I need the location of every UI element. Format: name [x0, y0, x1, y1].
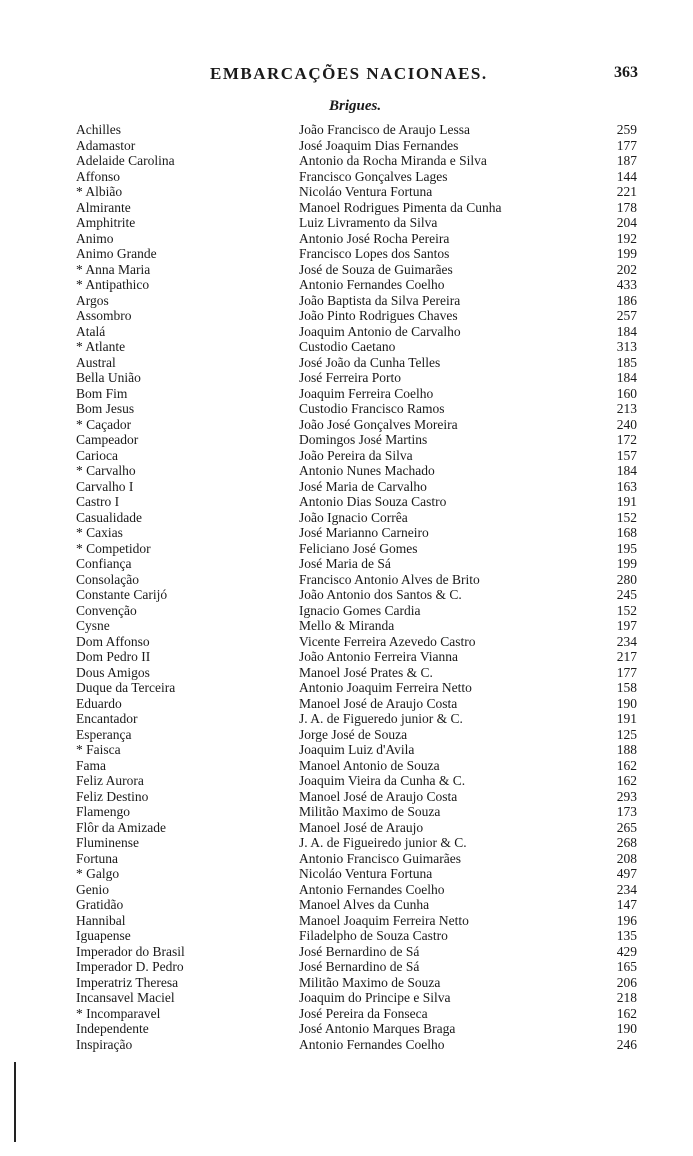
owner-name: José Joaquim Dias Fernandes — [299, 137, 459, 153]
tonnage: 240 — [616, 416, 637, 432]
tonnage: 163 — [616, 478, 637, 494]
owner-name: João Antonio dos Santos & C. — [299, 587, 462, 602]
ship-name: Hannibal — [76, 912, 126, 928]
tonnage: 268 — [616, 835, 637, 850]
table-row — [76, 634, 661, 650]
owner-name: Francisco Antonio Alves de Brito — [299, 571, 480, 587]
tonnage: 429 — [616, 943, 637, 959]
tonnage: 147 — [616, 897, 637, 912]
table-row — [76, 680, 661, 696]
table-row — [76, 541, 661, 557]
tonnage: 217 — [616, 649, 637, 664]
table-row — [76, 587, 661, 603]
ship-name: Animo — [76, 230, 114, 246]
owner-name: Custodio Caetano — [299, 339, 396, 354]
ship-name: Castro I — [76, 494, 120, 509]
owner-name: Manoel José Prates & C. — [299, 664, 433, 680]
table-row — [76, 711, 661, 727]
tonnage: 177 — [616, 664, 637, 680]
table-row — [76, 231, 661, 247]
owner-name: Francisco Gonçalves Lages — [299, 168, 448, 184]
tonnage: 162 — [616, 757, 637, 773]
tonnage: 202 — [616, 261, 637, 277]
ship-name: Fluminense — [76, 835, 139, 850]
tonnage: 221 — [616, 184, 637, 199]
owner-name: Militão Maximo de Souza — [299, 974, 441, 990]
ship-name: * Anna Maria — [76, 261, 151, 277]
tonnage: 165 — [616, 959, 637, 974]
table-row — [76, 277, 661, 293]
ship-name: Gratidão — [76, 897, 124, 912]
table-row — [76, 742, 661, 758]
ship-name: Eduardo — [76, 695, 122, 711]
ship-name: * Incomparavel — [76, 1005, 161, 1021]
table-row — [76, 959, 661, 975]
owner-name: João Baptista da Silva Pereira — [299, 292, 461, 308]
tonnage: 433 — [616, 277, 637, 292]
table-row — [76, 820, 661, 836]
ship-name: Feliz Destino — [76, 788, 149, 804]
owner-name: João Pinto Rodrigues Chaves — [299, 308, 458, 323]
owner-name: Nicoláo Ventura Fortuna — [299, 866, 433, 881]
table-row — [76, 944, 661, 960]
table-row — [76, 851, 661, 867]
owner-name: Manoel Rodrigues Pimenta da Cunha — [299, 199, 502, 215]
tonnage: 178 — [616, 199, 637, 215]
owner-name: Nicoláo Ventura Fortuna — [299, 184, 433, 199]
owner-name: José Pereira da Fonseca — [299, 1005, 428, 1021]
ship-name: Flôr da Amizade — [76, 819, 166, 835]
tonnage: 184 — [616, 370, 637, 385]
tonnage: 135 — [616, 928, 637, 943]
tonnage: 197 — [616, 618, 637, 633]
ship-name: Atalá — [76, 323, 106, 339]
table-row — [76, 448, 661, 464]
tonnage: 245 — [616, 587, 637, 602]
tonnage: 185 — [616, 354, 637, 370]
owner-name: José Antonio Marques Braga — [299, 1021, 456, 1036]
tonnage: 192 — [616, 230, 637, 246]
table-row — [76, 727, 661, 743]
ship-name: Encantador — [76, 711, 138, 726]
table-row — [76, 789, 661, 805]
ship-name: Achilles — [76, 122, 121, 137]
table-row — [76, 246, 661, 262]
tonnage: 208 — [616, 850, 637, 866]
table-row — [76, 215, 661, 231]
tonnage: 184 — [616, 463, 637, 478]
table-row — [76, 339, 661, 355]
table-row — [76, 696, 661, 712]
tonnage: 162 — [616, 1005, 637, 1021]
owner-name: Francisco Lopes dos Santos — [299, 246, 450, 261]
owner-name: Antonio Joaquim Ferreira Netto — [299, 680, 472, 695]
tonnage: 313 — [616, 339, 637, 354]
owner-name: Antonio da Rocha Miranda e Silva — [299, 153, 487, 168]
tonnage: 199 — [616, 556, 637, 571]
tonnage: 190 — [616, 695, 637, 711]
tonnage: 265 — [616, 819, 637, 835]
table-row — [76, 804, 661, 820]
tonnage: 188 — [616, 742, 637, 757]
table-row — [76, 882, 661, 898]
table-row — [76, 1037, 661, 1053]
tonnage: 259 — [616, 122, 637, 137]
owner-name: Antonio Francisco Guimarães — [299, 850, 461, 866]
owner-name: João Pereira da Silva — [299, 447, 413, 463]
table-row — [76, 355, 661, 371]
table-row — [76, 975, 661, 991]
table-row — [76, 603, 661, 619]
tonnage: 172 — [616, 432, 637, 447]
owner-name: Custodio Francisco Ramos — [299, 401, 445, 416]
owner-name: Manoel José de Araujo Costa — [299, 788, 458, 804]
ship-name: Argos — [76, 292, 109, 308]
owner-name: Manoel José de Araujo Costa — [299, 695, 458, 711]
table-row — [76, 432, 661, 448]
owner-name: Filadelpho de Souza Castro — [299, 928, 448, 943]
tonnage: 152 — [616, 509, 637, 525]
owner-name: Mello & Miranda — [299, 618, 395, 633]
ship-name: Iguapense — [76, 928, 131, 943]
ship-name: Almirante — [76, 199, 131, 215]
owner-name: Luiz Livramento da Silva — [299, 215, 438, 230]
ship-name: Confiança — [76, 556, 132, 571]
owner-name: João Francisco de Araujo Lessa — [299, 122, 470, 137]
ship-name: * Albião — [76, 184, 123, 199]
table-row — [76, 1021, 661, 1037]
owner-name: José de Souza de Guimarães — [299, 261, 453, 277]
tonnage: 173 — [616, 804, 637, 819]
owner-name: João José Gonçalves Moreira — [299, 416, 458, 432]
owner-name: Joaquim Luiz d'Avila — [299, 742, 415, 757]
table-row — [76, 773, 661, 789]
owner-name: Joaquim Antonio de Carvalho — [299, 323, 461, 339]
tonnage: 293 — [616, 788, 637, 804]
ship-name: Inspiração — [76, 1036, 133, 1052]
table-row — [76, 758, 661, 774]
ship-name: Constante Carijó — [76, 587, 168, 602]
ship-register-table — [76, 122, 661, 1052]
margin-rule — [14, 1062, 16, 1142]
table-row — [76, 913, 661, 929]
owner-name: Antonio Nunes Machado — [299, 463, 435, 478]
table-row — [76, 649, 661, 665]
table-row — [76, 184, 661, 200]
table-row — [76, 386, 661, 402]
owner-name: João Ignacio Corrêa — [299, 509, 408, 525]
table-row — [76, 866, 661, 882]
owner-name: Antonio Fernandes Coelho — [299, 881, 445, 897]
owner-name: Manoel Alves da Cunha — [299, 897, 430, 912]
ship-name: Amphitrite — [76, 215, 136, 230]
owner-name: J. A. de Figueiredo junior & C. — [299, 835, 467, 850]
ship-name: * Caxias — [76, 525, 123, 540]
ship-name: Bella União — [76, 370, 141, 385]
owner-name: Antonio Fernandes Coelho — [299, 277, 445, 292]
tonnage: 199 — [616, 246, 637, 261]
ship-name: * Caçador — [76, 416, 132, 432]
tonnage: 160 — [616, 385, 637, 401]
ship-name: Feliz Aurora — [76, 773, 144, 788]
owner-name: José Bernardino de Sá — [299, 943, 420, 959]
ship-name: Adelaide Carolina — [76, 153, 175, 168]
owner-name: José João da Cunha Telles — [299, 354, 441, 370]
table-row — [76, 990, 661, 1006]
ship-name: Flamengo — [76, 804, 130, 819]
table-row — [76, 463, 661, 479]
ship-name: Genio — [76, 881, 109, 897]
tonnage: 152 — [616, 602, 637, 618]
ship-name: Convenção — [76, 602, 137, 618]
owner-name: José Marianno Carneiro — [299, 525, 429, 540]
ship-name: Austral — [76, 354, 116, 370]
table-row — [76, 169, 661, 185]
owner-name: Joaquim Ferreira Coelho — [299, 385, 434, 401]
owner-name: Ignacio Gomes Cardia — [299, 602, 421, 618]
table-row — [76, 153, 661, 169]
table-row — [76, 308, 661, 324]
tonnage: 246 — [616, 1036, 637, 1052]
tonnage: 195 — [616, 540, 637, 556]
tonnage: 157 — [616, 447, 637, 463]
ship-name: Consolação — [76, 571, 139, 587]
table-row — [76, 370, 661, 386]
ship-name: Dous Amigos — [76, 664, 150, 680]
ship-name: Bom Jesus — [76, 401, 135, 416]
table-row — [76, 835, 661, 851]
ship-name: Bom Fim — [76, 385, 128, 401]
owner-name: Joaquim Vieira da Cunha & C. — [299, 773, 466, 788]
table-row — [76, 510, 661, 526]
table-row — [76, 556, 661, 572]
ship-name: Dom Affonso — [76, 633, 150, 649]
tonnage: 186 — [616, 292, 637, 308]
owner-name: Manoel José de Araujo — [299, 819, 424, 835]
ship-name: Animo Grande — [76, 246, 157, 261]
page-number: 363 — [614, 64, 638, 81]
owner-name: Domingos José Martins — [299, 432, 428, 447]
tonnage: 234 — [616, 633, 637, 649]
table-row — [76, 897, 661, 913]
ship-name: Independente — [76, 1021, 149, 1036]
ship-name: Affonso — [76, 168, 121, 184]
tonnage: 257 — [616, 308, 637, 323]
owner-name: Feliciano José Gomes — [299, 540, 418, 556]
table-row — [76, 618, 661, 634]
table-row — [76, 928, 661, 944]
tonnage: 234 — [616, 881, 637, 897]
tonnage: 184 — [616, 323, 637, 339]
owner-name: José Maria de Carvalho — [299, 478, 427, 494]
tonnage: 187 — [616, 153, 637, 168]
owner-name: Manoel Joaquim Ferreira Netto — [299, 912, 469, 928]
owner-name: J. A. de Figueredo junior & C. — [299, 711, 463, 726]
table-row — [76, 401, 661, 417]
table-row — [76, 138, 661, 154]
tonnage: 125 — [616, 726, 637, 742]
tonnage: 162 — [616, 773, 637, 788]
owner-name: João Antonio Ferreira Vianna — [299, 649, 459, 664]
ship-name: * Atlante — [76, 339, 126, 354]
ship-name: Casualidade — [76, 509, 142, 525]
ship-name: Fortuna — [76, 850, 118, 866]
tonnage: 191 — [616, 711, 637, 726]
owner-name: Jorge José de Souza — [299, 726, 408, 742]
owner-name: José Maria de Sá — [299, 556, 391, 571]
table-row — [76, 479, 661, 495]
table-row — [76, 1006, 661, 1022]
table-row — [76, 324, 661, 340]
tonnage: 168 — [616, 525, 637, 540]
ship-name: * Competidor — [76, 540, 151, 556]
owner-name: Antonio Dias Souza Castro — [299, 494, 447, 509]
ship-name: Duque da Terceira — [76, 680, 176, 695]
page-header-title: EMBARCAÇÕES NACIONAES. — [210, 64, 488, 83]
owner-name: Joaquim do Principe e Silva — [299, 990, 451, 1005]
ship-name: * Faisca — [76, 742, 121, 757]
ship-name: * Carvalho — [76, 463, 136, 478]
tonnage: 213 — [616, 401, 637, 416]
ship-name: Carvalho I — [76, 478, 134, 494]
tonnage: 218 — [616, 990, 637, 1005]
ship-name: Carioca — [76, 447, 118, 463]
owner-name: Militão Maximo de Souza — [299, 804, 441, 819]
owner-name: José Bernardino de Sá — [299, 959, 420, 974]
tonnage: 190 — [616, 1021, 637, 1036]
ship-name: Imperador D. Pedro — [76, 959, 184, 974]
table-row — [76, 572, 661, 588]
tonnage: 280 — [616, 571, 637, 587]
tonnage: 191 — [616, 494, 637, 509]
tonnage: 144 — [616, 168, 637, 184]
table-row — [76, 293, 661, 309]
ship-name: Incansavel Maciel — [76, 990, 175, 1005]
ship-name: Imperador do Brasil — [76, 943, 185, 959]
tonnage: 196 — [616, 912, 637, 928]
ship-name: Campeador — [76, 432, 139, 447]
table-row — [76, 525, 661, 541]
tonnage: 497 — [616, 866, 637, 881]
ship-name: Esperança — [76, 726, 132, 742]
section-title: Brigues. — [329, 98, 382, 114]
owner-name: Manoel Antonio de Souza — [299, 757, 440, 773]
owner-name: Antonio Fernandes Coelho — [299, 1036, 445, 1052]
ship-name: Assombro — [76, 308, 132, 323]
ship-name: Cysne — [76, 618, 110, 633]
ship-name: Imperatriz Theresa — [76, 974, 179, 990]
tonnage: 206 — [616, 974, 637, 990]
table-row — [76, 417, 661, 433]
owner-name: Vicente Ferreira Azevedo Castro — [299, 633, 476, 649]
table-row — [76, 262, 661, 278]
ship-name: Fama — [76, 757, 106, 773]
ship-name: * Galgo — [76, 866, 120, 881]
ship-name: Dom Pedro II — [76, 649, 151, 664]
owner-name: José Ferreira Porto — [299, 370, 401, 385]
table-row — [76, 665, 661, 681]
tonnage: 158 — [616, 680, 637, 695]
table-row — [76, 494, 661, 510]
ship-name: * Antipathico — [76, 277, 150, 292]
ship-name: Adamastor — [76, 137, 136, 153]
table-row — [76, 122, 661, 138]
table-row — [76, 200, 661, 216]
owner-name: Antonio José Rocha Pereira — [299, 230, 450, 246]
tonnage: 177 — [616, 137, 637, 153]
tonnage: 204 — [616, 215, 637, 230]
